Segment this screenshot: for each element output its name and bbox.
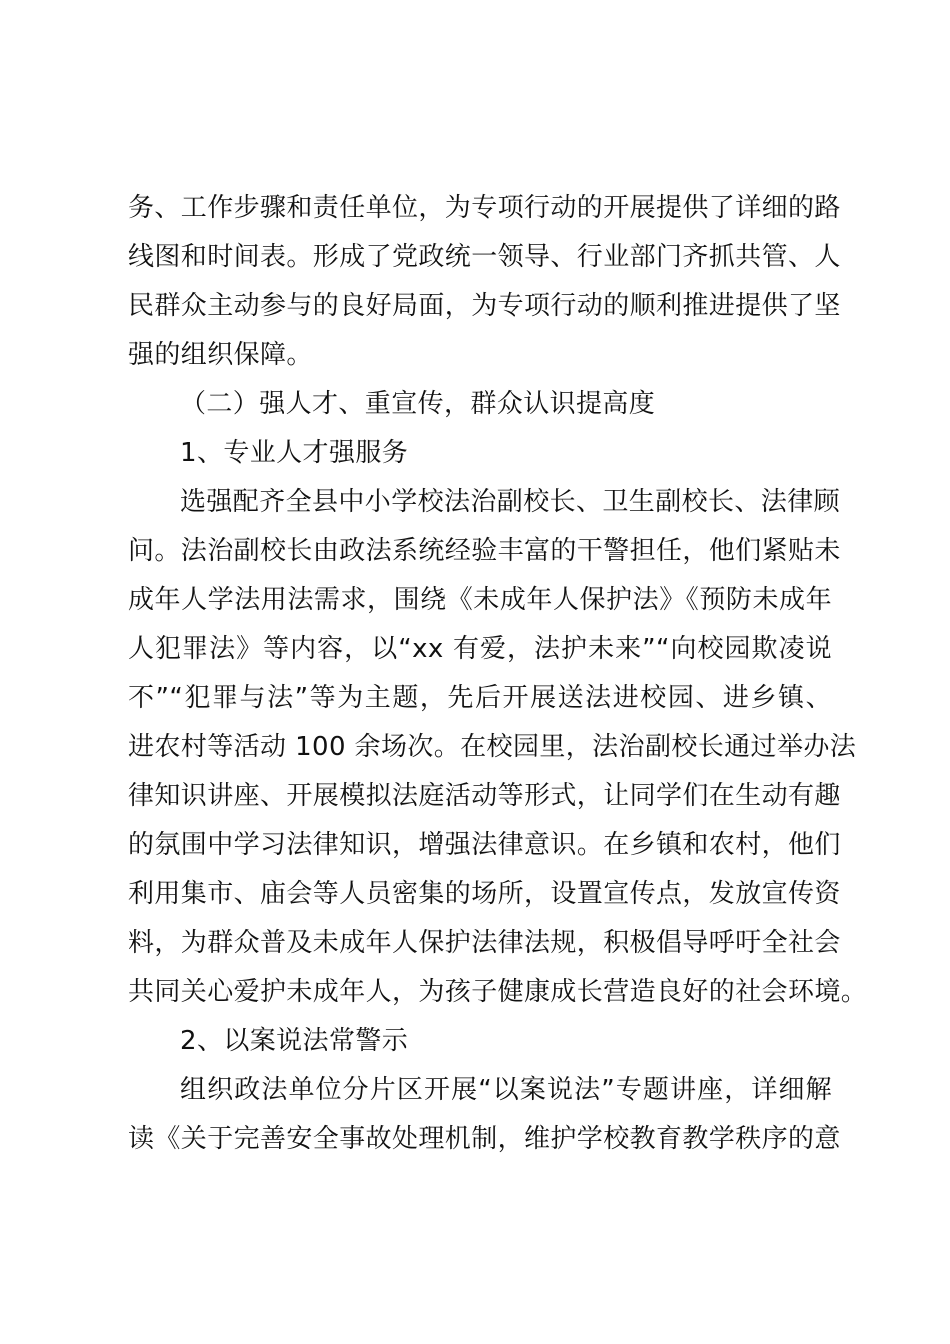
text-line: 成年人学法用法需求，围绕《未成年人保护法》《预防未成年 <box>128 585 832 615</box>
text-line: 组织政法单位分片区开展“以案说法”专题讲座，详细解 <box>180 1075 832 1105</box>
paragraph-organization-guarantee <box>128 184 841 380</box>
text-line: 问。法治副校长由政法系统经验丰富的干警担任，他们紧贴未 <box>128 536 841 566</box>
text-line: 利用集市、庙会等人员密集的场所，设置宣传点，发放宣传资 <box>128 879 841 909</box>
text-line: 共同关心爱护未成年人，为孩子健康成长营造良好的社会环境。 <box>128 977 868 1007</box>
text-line: 务、工作步骤和责任单位，为专项行动的开展提供了详细的路 <box>128 193 841 223</box>
text-line: 不”“犯罪与法”等为主题，先后开展送法进校园、进乡镇、 <box>128 683 832 713</box>
subheading-text: 2、以案说法常警示 <box>180 1026 409 1056</box>
subheading-text: 1、专业人才强服务 <box>180 438 409 468</box>
paragraph-case-study <box>128 1066 841 1164</box>
text-line: 线图和时间表。形成了党政统一领导、行业部门齐抓共管、人 <box>128 242 841 272</box>
text-line: 律知识讲座、开展模拟法庭活动等形式，让同学们在生动有趣 <box>128 781 841 811</box>
text-line: 料，为群众普及未成年人保护法律法规，积极倡导呼吁全社会 <box>128 928 841 958</box>
paragraph-professional-talent <box>128 478 868 1017</box>
section-heading-text: （二）强人才、重宣传，群众认识提高度 <box>180 389 656 419</box>
text-line: 选强配齐全县中小学校法治副校长、卫生副校长、法律顾 <box>180 487 841 517</box>
text-line: 读《关于完善安全事故处理机制，维护学校教育教学秩序的意 <box>128 1124 841 1154</box>
subheading-2 <box>128 1017 832 1066</box>
text-line: 进农村等活动 100 余场次。在校园里，法治副校长通过举办法 <box>128 732 857 762</box>
text-line: 强的组织保障。 <box>128 340 313 370</box>
subheading-1 <box>128 429 832 478</box>
document-body <box>128 184 868 1164</box>
text-line: 的氛围中学习法律知识，增强法律意识。在乡镇和农村，他们 <box>128 830 841 860</box>
section-heading-2 <box>128 380 832 429</box>
text-line: 人犯罪法》等内容，以“xx 有爱，法护未来”“向校园欺凌说 <box>128 634 832 664</box>
text-line: 民群众主动参与的良好局面，为专项行动的顺利推进提供了坚 <box>128 291 841 321</box>
